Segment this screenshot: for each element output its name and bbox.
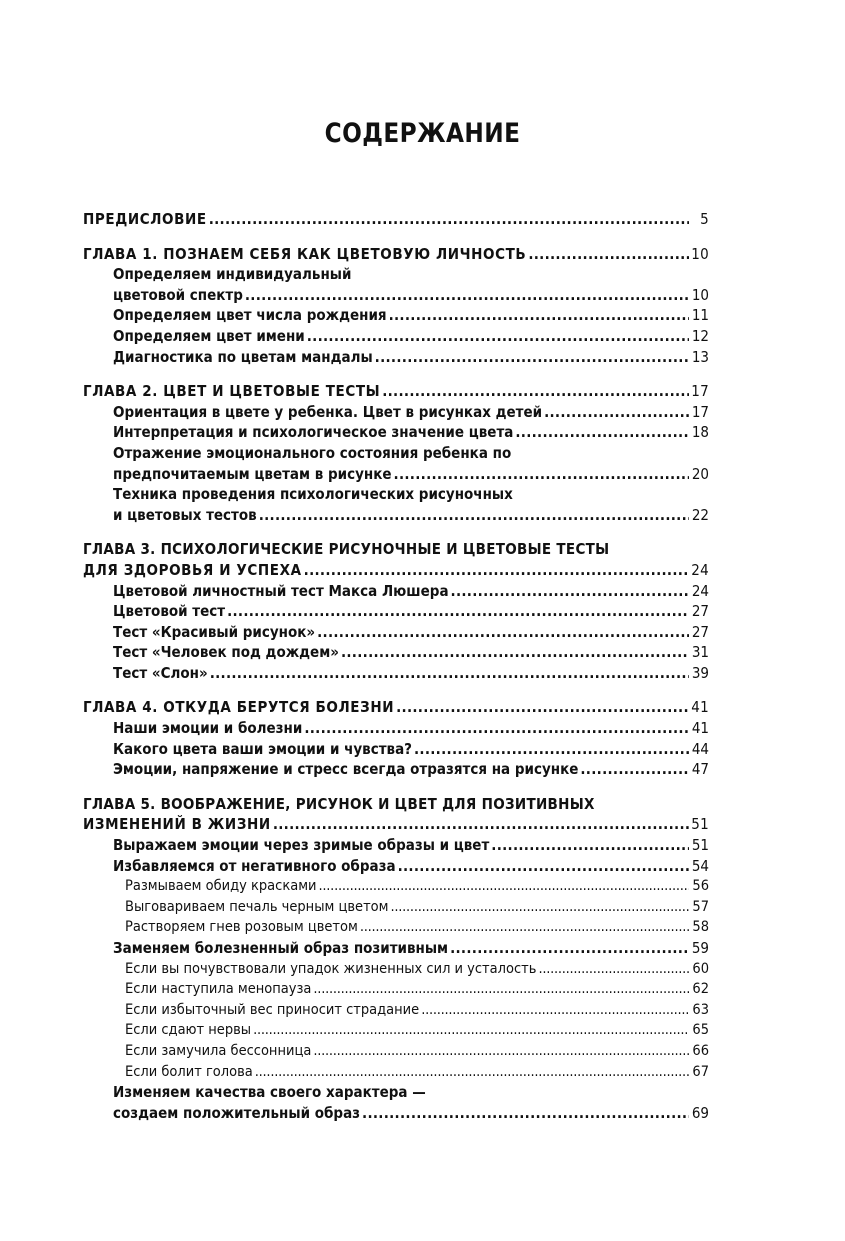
toc-section[interactable] [83,305,709,326]
dot-leader [227,601,689,622]
dot-leader [210,663,689,684]
dot-leader [341,642,689,663]
page-number: 67 [692,1063,709,1080]
dot-leader [317,622,689,643]
page-number: 5 [700,210,709,228]
toc-entry-title: Если наступила менопауза [125,981,312,998]
toc-entry-title-line: Определяем индивидуальный [113,265,352,284]
page-number: 24 [691,560,709,579]
toc-entry-title: Тест «Человек под дождем» [113,643,339,662]
page-number: 27 [691,622,709,641]
toc-entry-title: Если вы почувствовали упадок жизненных сил и усталость [125,960,537,977]
toc-chapter[interactable] [83,209,709,230]
toc-section[interactable] [83,739,709,760]
toc-entry-title-line: Отражение эмоционального состояния ребенка по [113,443,512,462]
toc-section[interactable] [83,759,709,780]
dot-leader [307,326,689,347]
toc-section[interactable] [83,601,709,622]
toc-chapter[interactable] [83,697,709,718]
toc-entry-title: Цветовой тест [113,602,226,621]
table-of-contents [83,209,709,1123]
toc-section[interactable] [83,1082,709,1123]
page-number: 62 [692,981,709,998]
dot-leader [313,979,689,1000]
toc-subsection[interactable] [83,959,709,980]
toc-chapter[interactable] [83,381,709,402]
page-number: 10 [691,285,709,304]
toc-section[interactable] [83,422,709,443]
toc-entry-title: Какого цвета ваши эмоции и чувства? [113,739,412,758]
page-number: 10 [691,244,709,263]
dot-leader [394,464,689,485]
toc-entry-title: Тест «Слон» [113,663,208,682]
toc-section[interactable] [83,581,709,602]
dot-leader [313,1041,689,1062]
toc-entry-title-line: Техника проведения психологических рисуночных [113,485,513,504]
toc-entry-title: Размываем обиду красками [125,878,317,895]
toc-entry-title: предпочитаемым цветам в рисунке [113,464,392,483]
dot-leader [396,697,689,718]
toc-entry-title: ГЛАВА 2. ЦВЕТ И ЦВЕТОВЫЕ ТЕСТЫ [83,382,381,401]
section-gap [83,367,709,381]
toc-entry-title: Эмоции, напряжение и стресс всегда отразятся на рисунке [113,760,579,779]
toc-entry-title: Диагностика по цветам мандалы [113,347,373,366]
page-number: 13 [691,347,709,366]
dot-leader [491,835,689,856]
page-number: 47 [691,760,709,779]
page-number: 59 [691,939,709,957]
dot-leader [450,938,689,959]
page-number: 51 [691,815,709,834]
toc-entry-title: Если избыточный вес приносит страдание [125,1001,420,1018]
toc-subsection[interactable] [83,1000,709,1021]
dot-leader [391,897,689,918]
toc-entry-title: Растворяем гнев розовым цветом [125,919,358,936]
dot-leader [273,814,689,835]
dot-leader [253,1020,689,1041]
dot-leader [245,285,689,306]
toc-entry-title-line: ГЛАВА 3. ПСИХОЛОГИЧЕСКИЕ РИСУНОЧНЫЕ И ЦВЕТОВЫЕ ТЕСТЫ [83,540,610,559]
toc-chapter[interactable] [83,539,709,580]
dot-leader [304,718,689,739]
dot-leader [319,876,689,897]
toc-entry-title: Выговариваем печаль черным цветом [125,898,389,915]
toc-subsection[interactable] [83,876,709,897]
toc-entry-title: Если сдают нервы [125,1022,252,1039]
dot-leader [580,759,689,780]
page-title: СОДЕРЖАНИЕ [324,118,521,149]
page-number: 17 [691,382,709,401]
dot-leader [515,422,689,443]
dot-leader [304,560,689,581]
dot-leader [544,402,689,423]
section-gap [83,230,709,244]
page-number: 31 [691,643,709,662]
dot-leader [421,1000,689,1021]
toc-section[interactable] [83,856,709,877]
toc-section[interactable] [83,484,709,525]
toc-entry-title-line: ГЛАВА 5. ВООБРАЖЕНИЕ, РИСУНОК И ЦВЕТ ДЛЯ ПОЗИТИВНЫХ [83,794,595,813]
dot-leader [451,581,689,602]
page-number: 39 [691,663,709,682]
toc-chapter[interactable] [83,244,709,265]
page-number: 24 [691,581,709,600]
toc-subsection[interactable] [83,917,709,938]
toc-entry-title: Выражаем эмоции через зримые образы и цвет [113,836,490,855]
toc-entry-title: ГЛАВА 4. ОТКУДА БЕРУТСЯ БОЛЕЗНИ [83,698,395,717]
toc-section[interactable] [83,663,709,684]
dot-leader [259,505,689,526]
toc-entry-title: ПРЕДИСЛОВИЕ [83,210,207,228]
toc-section[interactable] [83,718,709,739]
page-number: 51 [691,836,709,855]
toc-chapter[interactable] [83,794,709,835]
toc-section[interactable] [83,402,709,423]
toc-entry-title: Цветовой личностный тест Макса Люшера [113,581,449,600]
dot-leader [362,1103,689,1124]
toc-entry-title: ДЛЯ ЗДОРОВЬЯ И УСПЕХА [83,560,302,579]
dot-leader [360,917,689,938]
toc-subsection[interactable] [83,979,709,1000]
dot-leader [528,244,689,265]
dot-leader [414,739,689,760]
toc-entry-title: Если болит голова [125,1063,253,1080]
page-number: 18 [691,423,709,442]
page-number: 12 [691,326,709,345]
page-number: 54 [691,856,709,875]
toc-section[interactable] [83,622,709,643]
toc-entry-title: Интерпретация и психологическое значение цвета [113,423,514,442]
dot-leader [255,1062,689,1083]
page-number: 69 [691,1103,709,1122]
page-number: 17 [691,402,709,421]
section-gap [83,683,709,697]
toc-entry-title: Наши эмоции и болезни [113,719,303,738]
dot-leader [375,347,689,368]
dot-leader [382,381,689,402]
dot-leader [538,959,689,980]
toc-entry-title: Определяем цвет числа рождения [113,306,387,325]
toc-entry-title: Если замучила бессонница [125,1042,312,1059]
toc-subsection[interactable] [83,1020,709,1041]
page-number: 66 [692,1042,709,1059]
section-gap [83,525,709,539]
page-number: 63 [692,1001,709,1018]
toc-section[interactable] [83,326,709,347]
toc-section[interactable] [83,443,709,484]
page-number: 41 [691,698,709,717]
toc-section[interactable] [83,347,709,368]
toc-entry-title: создаем положительный образ [113,1103,361,1122]
page-number: 22 [691,505,709,524]
toc-entry-title: и цветовых тестов [113,505,257,524]
toc-subsection[interactable] [83,1041,709,1062]
dot-leader [398,856,689,877]
toc-entry-title: Тест «Красивый рисунок» [113,622,316,641]
section-gap [83,780,709,794]
page-number: 57 [692,898,709,915]
page-number: 41 [691,719,709,738]
page-number: 65 [692,1022,709,1039]
toc-entry-title-line: Изменяем качества своего характера — [113,1083,426,1102]
toc-entry-title: ИЗМЕНЕНИЙ В ЖИЗНИ [83,815,271,834]
page-number: 56 [692,878,709,895]
toc-entry-title: Избавляемся от негативного образа [113,856,396,875]
toc-entry-title: Заменяем болезненный образ позитивным [113,939,449,957]
dot-leader [389,305,689,326]
page-number: 44 [691,739,709,758]
toc-subsection[interactable] [83,897,709,918]
toc-section[interactable] [83,938,709,959]
toc-section[interactable] [83,264,709,305]
page-number: 58 [692,919,709,936]
dot-leader [209,209,689,230]
page-number: 20 [691,464,709,483]
toc-section[interactable] [83,642,709,663]
page-number: 60 [692,960,709,977]
toc-entry-title: Ориентация в цвете у ребенка. Цвет в рисунках детей [113,402,543,421]
toc-section[interactable] [83,835,709,856]
page-number: 27 [691,602,709,621]
toc-entry-title: Определяем цвет имени [113,326,305,345]
toc-entry-title: ГЛАВА 1. ПОЗНАЕМ СЕБЯ КАК ЦВЕТОВУЮ ЛИЧНОСТЬ [83,244,527,263]
toc-subsection[interactable] [83,1062,709,1083]
page-number: 11 [691,306,709,325]
toc-entry-title: цветовой спектр [113,285,243,304]
